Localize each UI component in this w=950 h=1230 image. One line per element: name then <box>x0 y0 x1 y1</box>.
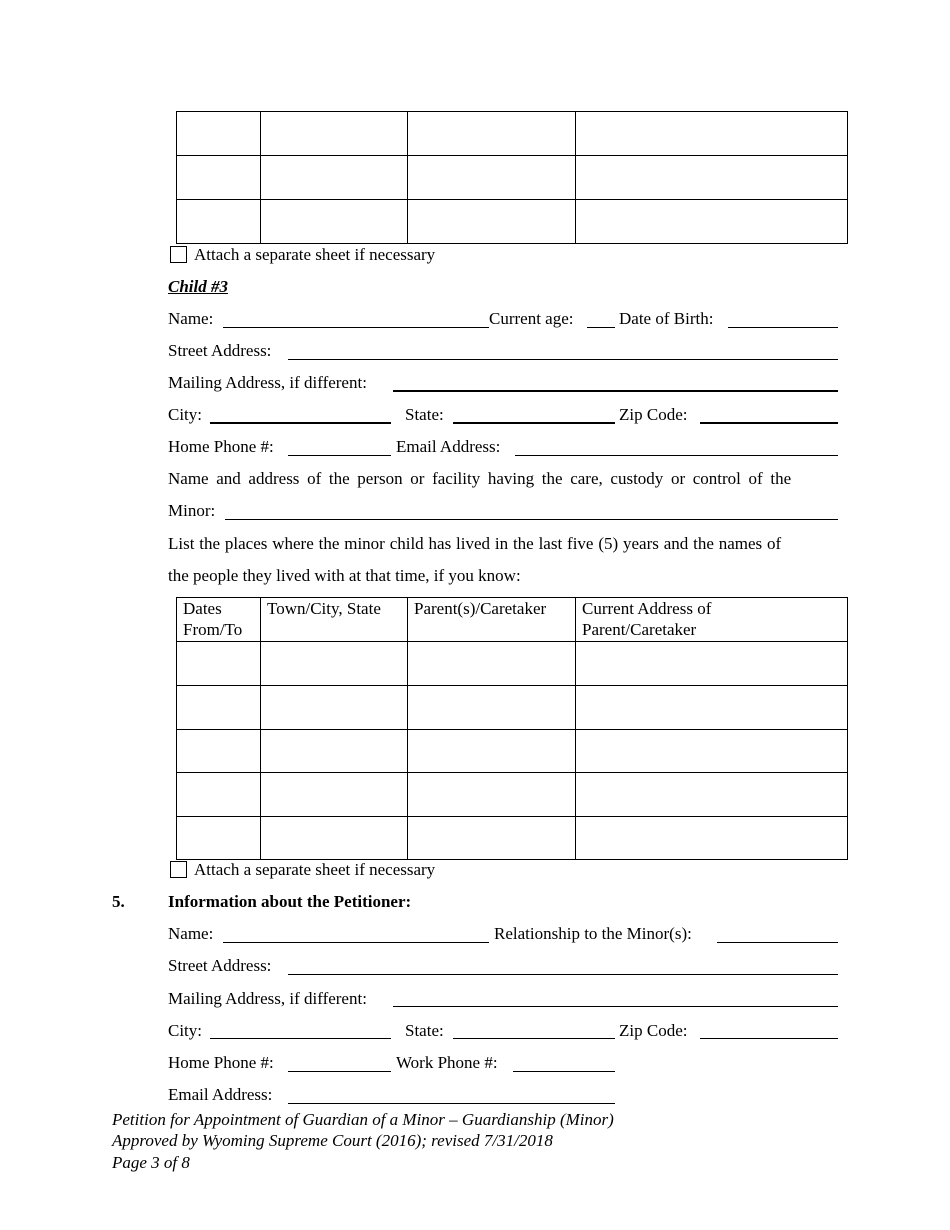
header-dates: Dates From/To <box>177 598 261 642</box>
child3-name-label: Name: <box>168 309 214 328</box>
petitioner-zip-label: Zip Code: <box>619 1021 688 1040</box>
petitioner-mailing-label: Mailing Address, if different: <box>168 989 367 1008</box>
child3-email-label: Email Address: <box>396 437 501 456</box>
table-cell[interactable] <box>177 642 261 686</box>
child3-email-field[interactable] <box>515 455 838 456</box>
petitioner-home-phone-field[interactable] <box>288 1071 391 1072</box>
petitioner-email-field[interactable] <box>288 1103 615 1104</box>
table-cell[interactable] <box>576 730 848 773</box>
child3-custody-text: Name and address of the person or facility having the care, custody or control of the <box>168 469 792 488</box>
petitioner-email-label: Email Address: <box>168 1085 273 1104</box>
child3-mailing-label: Mailing Address, if different: <box>168 373 367 392</box>
child3-custody-field[interactable] <box>225 519 838 520</box>
table-row <box>177 112 848 156</box>
child3-heading: Child #3 <box>168 277 228 296</box>
table-cell[interactable] <box>408 730 576 773</box>
petitioner-state-label: State: <box>405 1021 444 1040</box>
child3-state-label: State: <box>405 405 444 424</box>
petitioner-work-phone-field[interactable] <box>513 1071 615 1072</box>
petitioner-street-field[interactable] <box>288 974 838 975</box>
previous-places-table <box>176 111 848 244</box>
table-cell[interactable] <box>408 773 576 817</box>
footer-form-title: Petition for Appointment of Guardian of a Minor – Guardianship (Minor) <box>112 1110 614 1129</box>
table-cell[interactable] <box>576 686 848 730</box>
attach-sheet-label-1: Attach a separate sheet if necessary <box>194 245 436 264</box>
petitioner-state-field[interactable] <box>453 1038 615 1039</box>
child3-dob-label: Date of Birth: <box>619 309 714 328</box>
header-town: Town/City, State <box>261 598 408 642</box>
table-header-row <box>177 598 848 642</box>
child3-home-phone-label: Home Phone #: <box>168 437 274 456</box>
child3-zip-field[interactable] <box>700 422 838 424</box>
child3-mailing-field[interactable] <box>393 390 838 392</box>
table-cell[interactable] <box>261 156 408 200</box>
table-cell[interactable] <box>261 112 408 156</box>
petitioner-street-label: Street Address: <box>168 956 272 975</box>
table-cell[interactable] <box>576 112 848 156</box>
section5-heading: Information about the Petitioner: <box>168 892 412 911</box>
table-row <box>177 730 848 773</box>
table-cell[interactable] <box>408 112 576 156</box>
child3-places-text-1: List the places where the minor child has lived in the last five (5) years and the names of <box>168 534 782 553</box>
child3-street-field[interactable] <box>288 359 838 360</box>
child3-zip-label: Zip Code: <box>619 405 688 424</box>
table-row <box>177 156 848 200</box>
child3-age-field[interactable] <box>587 327 615 328</box>
attach-sheet-label-2: Attach a separate sheet if necessary <box>194 860 436 879</box>
attach-sheet-checkbox-2[interactable] <box>170 861 187 878</box>
child3-city-field[interactable] <box>210 422 391 424</box>
table-cell[interactable] <box>177 773 261 817</box>
table-cell[interactable] <box>261 686 408 730</box>
table-cell[interactable] <box>177 112 261 156</box>
table-cell[interactable] <box>408 642 576 686</box>
petitioner-name-field[interactable] <box>223 942 489 943</box>
petitioner-mailing-field[interactable] <box>393 1006 838 1007</box>
table-cell[interactable] <box>177 200 261 244</box>
petitioner-home-phone-label: Home Phone #: <box>168 1053 274 1072</box>
petitioner-zip-field[interactable] <box>700 1038 838 1039</box>
table-cell[interactable] <box>576 817 848 860</box>
table-cell[interactable] <box>177 156 261 200</box>
child3-dob-field[interactable] <box>728 327 838 328</box>
child3-age-label: Current age: <box>489 309 574 328</box>
table-row <box>177 817 848 860</box>
table-row <box>177 686 848 730</box>
child3-city-label: City: <box>168 405 203 424</box>
table-cell[interactable] <box>576 200 848 244</box>
petitioner-work-phone-label: Work Phone #: <box>396 1053 498 1072</box>
table-cell[interactable] <box>261 200 408 244</box>
child3-custody-minor-label: Minor: <box>168 501 216 520</box>
header-current-address: Current Address of Parent/Caretaker <box>576 598 848 642</box>
table-cell[interactable] <box>576 156 848 200</box>
table-cell[interactable] <box>576 773 848 817</box>
child3-street-label: Street Address: <box>168 341 272 360</box>
table-cell[interactable] <box>261 817 408 860</box>
child3-name-field[interactable] <box>223 327 489 328</box>
table-cell[interactable] <box>261 773 408 817</box>
table-cell[interactable] <box>177 686 261 730</box>
petitioner-relationship-field[interactable] <box>717 942 838 943</box>
table-row <box>177 200 848 244</box>
table-row <box>177 773 848 817</box>
child3-places-text-2: the people they lived with at that time, if you know: <box>168 566 521 585</box>
table-cell[interactable] <box>177 817 261 860</box>
table-cell[interactable] <box>576 642 848 686</box>
footer-page-number: Page 3 of 8 <box>112 1153 190 1172</box>
table-cell[interactable] <box>408 817 576 860</box>
child3-places-table <box>176 597 848 860</box>
child3-home-phone-field[interactable] <box>288 455 391 456</box>
footer-approval: Approved by Wyoming Supreme Court (2016); revised 7/31/2018 <box>112 1131 553 1150</box>
section5-number: 5. <box>112 892 125 911</box>
attach-sheet-checkbox-1[interactable] <box>170 246 187 263</box>
table-cell[interactable] <box>408 686 576 730</box>
petitioner-city-field[interactable] <box>210 1038 391 1039</box>
child3-state-field[interactable] <box>453 422 615 424</box>
table-cell[interactable] <box>408 156 576 200</box>
table-cell[interactable] <box>177 730 261 773</box>
table-row <box>177 642 848 686</box>
table-cell[interactable] <box>261 642 408 686</box>
petitioner-name-label: Name: <box>168 924 214 943</box>
petitioner-relationship-label: Relationship to the Minor(s): <box>494 924 692 943</box>
table-cell[interactable] <box>408 200 576 244</box>
header-parents: Parent(s)/Caretaker <box>408 598 576 642</box>
petitioner-city-label: City: <box>168 1021 203 1040</box>
table-cell[interactable] <box>261 730 408 773</box>
